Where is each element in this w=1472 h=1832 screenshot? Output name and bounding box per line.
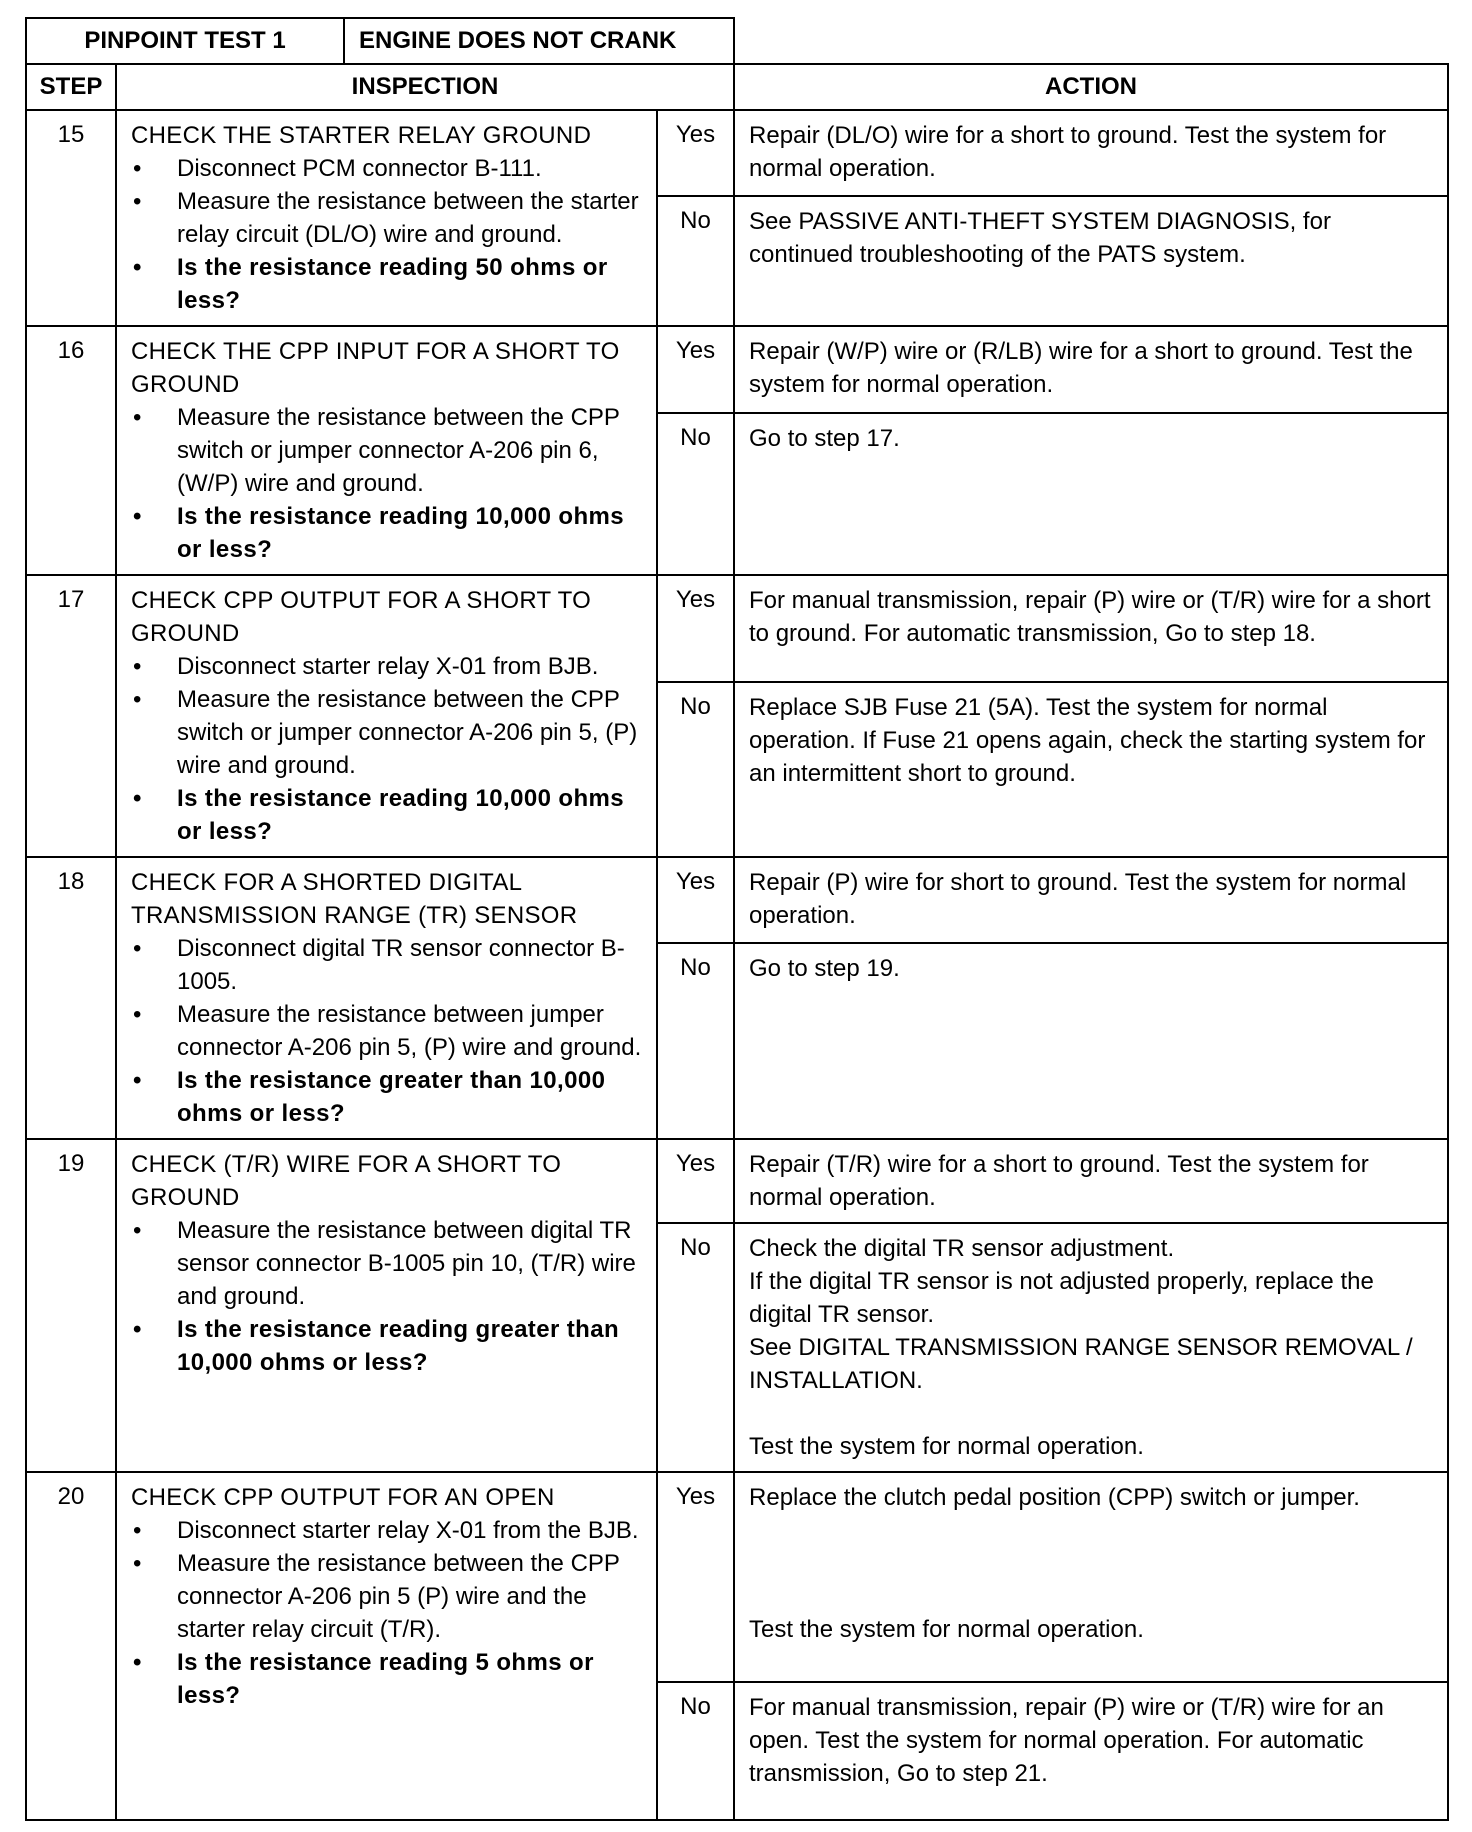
- action-paragraph: Go to step 17.: [749, 425, 900, 453]
- step-row-15: [26, 110, 1448, 196]
- no-label: No: [657, 682, 734, 857]
- step-bullet: • Disconnect digital TR sensor connector B-1005.: [131, 932, 646, 998]
- action-paragraph: Replace SJB Fuse 21 (5A). Test the system for normal operation. If Fuse 21 opens again, check the starting system for an intermittent short to ground.: [749, 693, 1426, 787]
- action-paragraph: Test the system for normal operation.: [749, 1433, 1144, 1460]
- step-bullet: • Disconnect PCM connector B-111.: [131, 152, 646, 185]
- header-blank: [734, 18, 1448, 64]
- step-question: • Is the resistance reading 10,000 ohms or less?: [131, 782, 646, 848]
- step-question: • Is the resistance greater than 10,000 ohms or less?: [131, 1064, 646, 1130]
- no-label: No: [657, 413, 734, 575]
- yes-action: [734, 575, 1448, 682]
- step-inspection: [116, 575, 657, 857]
- yes-label: Yes: [657, 110, 734, 196]
- step-bullets: [131, 401, 646, 566]
- action-paragraph: For manual transmission, repair (P) wire or (T/R) wire for a short to ground. For automatic transmission, Go to step 18.: [749, 587, 1431, 647]
- action-paragraph: Check the digital TR sensor adjustment.: [749, 1235, 1175, 1262]
- step-bullets: [131, 932, 646, 1130]
- step-title: CHECK THE CPP INPUT FOR A SHORT TO GROUND: [131, 338, 620, 398]
- action-paragraph: See PASSIVE ANTI-THEFT SYSTEM DIAGNOSIS, for continued troubleshooting of the PATS system.: [749, 208, 1331, 269]
- step-number: 19: [26, 1139, 116, 1472]
- step-bullet: • Measure the resistance between jumper connector A-206 pin 5, (P) wire and ground.: [131, 998, 646, 1064]
- action-paragraph: For manual transmission, repair (P) wire or (T/R) wire for an open. Test the system for normal operation. For automatic transmission, Go to step 21.: [749, 1694, 1384, 1787]
- no-action: [734, 1223, 1448, 1472]
- yes-action: [734, 1472, 1448, 1682]
- step-number: 16: [26, 326, 116, 575]
- step-question: • Is the resistance reading 5 ohms or less?: [131, 1646, 646, 1712]
- step-inspection: [116, 326, 657, 575]
- col-step-header: STEP: [26, 64, 116, 110]
- step-number: 17: [26, 575, 116, 857]
- step-inspection: [116, 1472, 657, 1820]
- step-title: CHECK FOR A SHORTED DIGITAL TRANSMISSION RANGE (TR) SENSOR: [131, 869, 578, 929]
- step-bullet: • Measure the resistance between the starter relay circuit (DL/O) wire and ground.: [131, 185, 646, 251]
- step-bullets: [131, 1214, 646, 1379]
- yes-action: [734, 1139, 1448, 1223]
- step-title: CHECK CPP OUTPUT FOR A SHORT TO GROUND: [131, 587, 592, 647]
- step-row-17: [26, 575, 1448, 682]
- step-number: 15: [26, 110, 116, 326]
- no-action: [734, 413, 1448, 575]
- steps-body: [26, 110, 1448, 1820]
- step-question: • Is the resistance reading 10,000 ohms or less?: [131, 500, 646, 566]
- action-paragraph: Go to step 19.: [749, 955, 900, 983]
- step-number: 20: [26, 1472, 116, 1820]
- yes-action: [734, 110, 1448, 196]
- step-inspection: [116, 1139, 657, 1472]
- step-number: 18: [26, 857, 116, 1139]
- test-id: PINPOINT TEST 1: [26, 18, 344, 64]
- action-paragraph: Repair (T/R) wire for a short to ground. Test the system for normal operation.: [749, 1151, 1369, 1211]
- step-bullet: • Measure the resistance between the CPP connector A-206 pin 5 (P) wire and the starter relay circuit (T/R).: [131, 1547, 646, 1646]
- step-bullets: [131, 152, 646, 317]
- action-paragraph: See DIGITAL TRANSMISSION RANGE SENSOR REMOVAL / INSTALLATION.: [749, 1334, 1413, 1394]
- no-label: No: [657, 1682, 734, 1820]
- step-title: CHECK CPP OUTPUT FOR AN OPEN: [131, 1484, 555, 1511]
- yes-label: Yes: [657, 575, 734, 682]
- step-bullets: [131, 1514, 646, 1712]
- col-action-header: ACTION: [734, 64, 1448, 110]
- step-bullet: • Disconnect starter relay X-01 from BJB.: [131, 650, 646, 683]
- no-action: [734, 196, 1448, 326]
- action-paragraph: Test the system for normal operation.: [749, 1616, 1144, 1643]
- no-action: [734, 682, 1448, 857]
- step-bullet: • Disconnect starter relay X-01 from the BJB.: [131, 1514, 646, 1547]
- step-row-16: [26, 326, 1448, 413]
- step-bullet: • Measure the resistance between digital TR sensor connector B-1005 pin 10, (T/R) wire and ground.: [131, 1214, 646, 1313]
- step-row-18: [26, 857, 1448, 943]
- yes-action: [734, 326, 1448, 413]
- yes-label: Yes: [657, 1139, 734, 1223]
- step-bullets: [131, 650, 646, 848]
- yes-label: Yes: [657, 857, 734, 943]
- pinpoint-test-document: [25, 17, 1447, 1821]
- no-label: No: [657, 943, 734, 1139]
- no-action: [734, 943, 1448, 1139]
- no-label: No: [657, 1223, 734, 1472]
- no-label: No: [657, 196, 734, 326]
- yes-label: Yes: [657, 326, 734, 413]
- action-paragraph: If the digital TR sensor is not adjusted properly, replace the digital TR sensor.: [749, 1268, 1374, 1328]
- action-paragraph: Replace the clutch pedal position (CPP) switch or jumper.: [749, 1484, 1360, 1511]
- no-action: [734, 1682, 1448, 1820]
- action-paragraph: Repair (P) wire for short to ground. Test the system for normal operation.: [749, 869, 1407, 929]
- test-header-row: [26, 18, 1448, 64]
- step-question: • Is the resistance reading 50 ohms or less?: [131, 251, 646, 317]
- yes-label: Yes: [657, 1472, 734, 1682]
- step-inspection: [116, 110, 657, 326]
- step-inspection: [116, 857, 657, 1139]
- step-title: CHECK THE STARTER RELAY GROUND: [131, 122, 592, 149]
- action-paragraph: Repair (W/P) wire or (R/LB) wire for a short to ground. Test the system for normal operation.: [749, 338, 1413, 398]
- column-header-row: [26, 64, 1448, 110]
- step-row-20: [26, 1472, 1448, 1682]
- step-bullet: • Measure the resistance between the CPP switch or jumper connector A-206 pin 5, (P) wire and ground.: [131, 683, 646, 782]
- step-title: CHECK (T/R) WIRE FOR A SHORT TO GROUND: [131, 1151, 562, 1211]
- action-paragraph: Repair (DL/O) wire for a short to ground. Test the system for normal operation.: [749, 122, 1387, 182]
- step-row-19: [26, 1139, 1448, 1223]
- col-inspection-header: INSPECTION: [116, 64, 734, 110]
- step-question: • Is the resistance reading greater than 10,000 ohms or less?: [131, 1313, 646, 1379]
- step-bullet: • Measure the resistance between the CPP switch or jumper connector A-206 pin 6, (W/P) wire and ground.: [131, 401, 646, 500]
- test-title: ENGINE DOES NOT CRANK: [344, 18, 734, 64]
- yes-action: [734, 857, 1448, 943]
- pinpoint-test-table: [25, 17, 1449, 1821]
